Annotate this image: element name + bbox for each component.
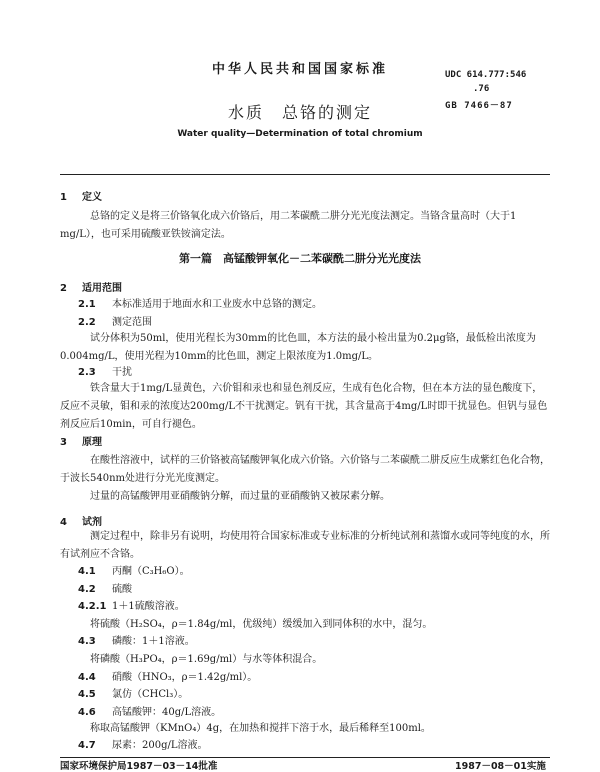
section-3-heading [60, 433, 102, 448]
reagent-item [78, 598, 185, 616]
clause-number: 2.1 [78, 299, 96, 310]
title-chinese: 水质 总铬的测定 [227, 103, 372, 122]
implementation-date: 1987－08－01实施 [455, 761, 546, 772]
item-text: 1＋1硫酸溶液。 [112, 601, 185, 612]
clause-title: 测定范围 [112, 317, 152, 328]
item-number: 4.2.1 [78, 601, 107, 612]
clause-title: 干扰 [112, 367, 132, 378]
item-number: 4.4 [78, 672, 96, 683]
header-rule [60, 174, 550, 175]
title-english: Water quality—Determination of total chromium [177, 129, 423, 139]
clause-2-1 [78, 296, 322, 314]
section-title: 原理 [82, 437, 102, 448]
section-4-intro: 测定过程中，除非另有说明，均使用符合国家标准或专业标准的分析纯试剂和蒸馏水或同等纯度的水，所有试剂应不含铬。 [60, 531, 550, 560]
section-1-heading [60, 188, 102, 203]
gb-code: GB 7466－87 [445, 101, 513, 111]
reagent-item [78, 633, 195, 651]
clause-number: 2.2 [78, 317, 96, 328]
item-text: 磷酸：1＋1溶液。 [112, 636, 195, 647]
section-number: 4 [60, 517, 67, 528]
clause-text: 本标准适用于地面水和工业废水中总铬的测定。 [112, 299, 322, 310]
section-4-heading [60, 513, 102, 528]
reagent-note: 将磷酸（H₃PO₄，ρ＝1.69g/ml）与水等体积混合。 [90, 654, 323, 665]
reagent-item [78, 737, 208, 755]
reagent-item [78, 581, 132, 599]
reagent-note: 将硫酸（H₂SO₄，ρ＝1.84g/ml，优级纯）缓缓加入到同体积的水中，混匀。 [90, 619, 433, 630]
item-number: 4.2 [78, 584, 96, 595]
section-2-heading [60, 279, 122, 294]
item-number: 4.7 [78, 740, 96, 751]
section-1-text: 总铬的定义是将三价铬氧化成六价铬后，用二苯碳酰二肼分光光度法测定。当铬含量高时（大于1 mg/L），也可采用硫酸亚铁铵滴定法。 [60, 211, 517, 240]
item-text: 硫酸 [112, 584, 132, 595]
section-number: 1 [60, 192, 67, 203]
reagent-item [78, 669, 257, 687]
reagent-item [78, 686, 188, 704]
clause-2-3-text: 铁含量大于1mg/L显黄色，六价钼和汞也和显色剂反应，生成有色化合物，但在本方法的显色酸度下，反应不灵敏，钼和汞的浓度达200mg/L不干扰测定。钒有干扰，其含量高于4mg/L时即干扰显色。但钒与显色剂反应后10min，可自行褪色。 [60, 383, 548, 430]
approval-date: 国家环境保护局1987－03－14批准 [60, 761, 218, 772]
section-title: 定义 [82, 192, 102, 203]
section-3-text-2: 过量的高锰酸钾用亚硝酸钠分解，而过量的亚硝酸钠又被尿素分解。 [90, 491, 390, 502]
section-title: 试剂 [82, 517, 102, 528]
item-text: 硝酸（HNO₃，ρ＝1.42g/ml）。 [112, 672, 258, 683]
part-1-title: 第一篇 高锰酸钾氧化－二苯碳酰二肼分光光度法 [179, 252, 421, 265]
item-text: 氯仿（CHCl₃）。 [112, 689, 189, 700]
udc-code: UDC 614.777:546 [445, 70, 527, 80]
clause-number: 2.3 [78, 367, 96, 378]
clause-2-2-text: 试分体积为50ml，使用光程长为30mm的比色皿，本方法的最小检出量为0.2μg铬，最低检出浓度为0.004mg/L，使用光程为10mm的比色皿，测定上限浓度为1.0mg/L。 [60, 333, 536, 362]
item-text: 高锰酸钾：40g/L溶液。 [112, 707, 222, 718]
item-number: 4.5 [78, 689, 96, 700]
section-number: 2 [60, 283, 67, 294]
item-number: 4.1 [78, 566, 96, 577]
section-3-text-1: 在酸性溶液中，试样的三价铬被高锰酸钾氧化成六价铬。六价铬与二苯碳酰二肼反应生成紫红色化合物，于波长540nm处进行分光光度测定。 [60, 455, 550, 484]
item-text: 尿素：200g/L溶液。 [112, 740, 208, 751]
section-number: 3 [60, 437, 67, 448]
item-number: 4.3 [78, 636, 96, 647]
item-number: 4.6 [78, 707, 96, 718]
udc-code-suffix: .76 [473, 84, 490, 94]
reagent-item [78, 563, 190, 581]
reagent-note: 称取高锰酸钾（KMnO₄）4g，在加热和搅拌下溶于水，最后稀释至100ml。 [90, 723, 431, 734]
item-text: 丙酮（C₃H₆O）。 [112, 566, 190, 577]
section-title: 适用范围 [82, 283, 122, 294]
standard-org: 中华人民共和国国家标准 [211, 62, 388, 77]
